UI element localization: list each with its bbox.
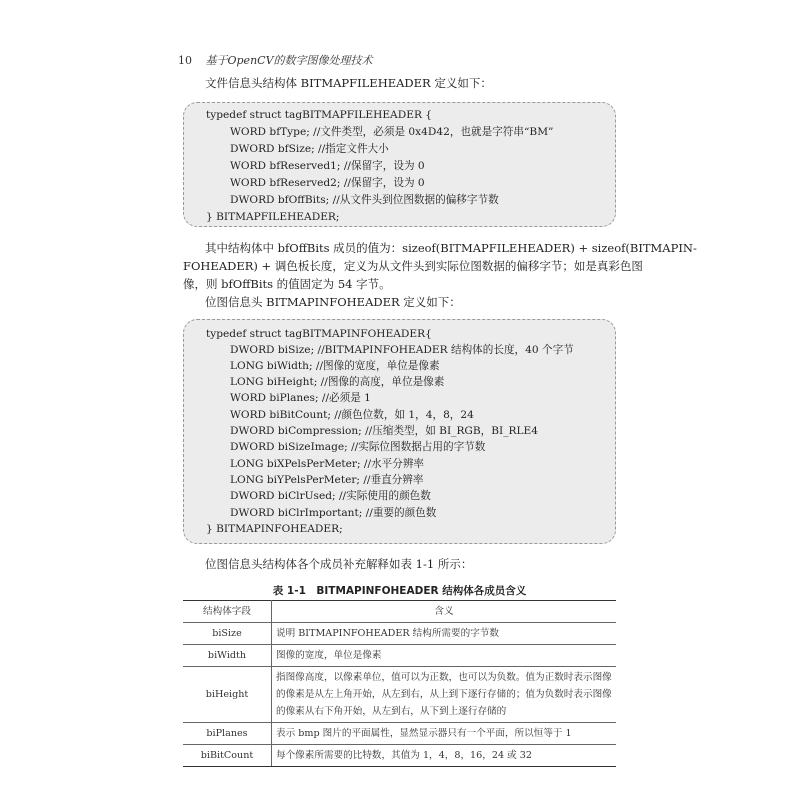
code-line: WORD biBitCount; //颜色位数，如 1，4，8，24	[230, 409, 474, 421]
code-line: } BITMAPFILEHEADER;	[206, 211, 340, 223]
code-line: WORD biPlanes; //必须是 1	[230, 392, 371, 404]
code-line: LONG biXPelsPerMeter; //水平分辨率	[230, 458, 425, 470]
code-line: } BITMAPINFOHEADER;	[206, 523, 343, 535]
code-line: LONG biYPelsPerMeter; //垂直分辨率	[230, 474, 424, 486]
table-caption: 表 1-1 BITMAPINFOHEADER 结构体各成员含义	[272, 585, 527, 597]
meaning-cell: 指图像高度，以像素单位，值可以为正数，也可以为负数。值为正数时表示图像的像素是从左上角开始，从左到右，从上到下逐行存储的；值为负数时表示图像的像素从右下角开始，从左到右，从下到上逐行存储的	[272, 667, 617, 723]
intro-fileheader: 文件信息头结构体 BITMAPFILEHEADER 定义如下：	[205, 76, 492, 90]
table-row	[183, 723, 616, 745]
code-line: LONG biWidth; //图像的宽度，单位是像素	[230, 360, 440, 372]
table-row	[183, 623, 616, 645]
field-cell: biSize	[183, 623, 272, 645]
table-row	[183, 645, 616, 667]
code-line: DWORD biClrImportant; //重要的颜色数	[230, 507, 437, 519]
meaning-cell: 每个像素所需要的比特数，其值为 1，4，8，16，24 或 32	[272, 745, 617, 767]
paragraph-line: 其中结构体中 bfOffBits 成员的值为：sizeof(BITMAPFILEHEADER) + sizeof(BITMAPIN-	[205, 241, 697, 255]
paragraph-line: FOHEADER) + 调色板长度，定义为从文件头到实际位图数据的偏移字节；如是真彩色图	[183, 259, 643, 273]
running-header	[178, 52, 373, 68]
code-line: typedef struct tagBITMAPFILEHEADER {	[206, 109, 433, 121]
intro-infoheader: 位图信息头 BITMAPINFOHEADER 定义如下：	[205, 295, 461, 309]
code-block-infoheader	[183, 319, 616, 544]
code-line: WORD bfReserved2; //保留字，设为 0	[230, 177, 425, 189]
paragraph-line: 像，则 bfOffBits 的值固定为 54 字节。	[183, 277, 391, 291]
table-row	[183, 667, 616, 723]
field-cell: biPlanes	[183, 723, 272, 745]
code-line: DWORD biClrUsed; //实际使用的颜色数	[230, 490, 431, 502]
table-row	[183, 745, 616, 767]
meaning-cell: 表示 bmp 图片的平面属性，显然显示器只有一个平面，所以恒等于 1	[272, 723, 617, 745]
code-line: DWORD biCompression; //压缩类型，如 BI_RGB，BI_RLE4	[230, 425, 539, 437]
column-header-meaning: 含义	[272, 601, 617, 623]
table-header-row	[183, 601, 616, 623]
code-line: DWORD bfSize; //指定文件大小	[230, 143, 389, 155]
field-cell: biWidth	[183, 645, 272, 667]
field-cell: biBitCount	[183, 745, 272, 767]
code-line: LONG biHeight; //图像的高度，单位是像素	[230, 376, 445, 388]
field-cell: biHeight	[183, 667, 272, 723]
meaning-cell: 图像的宽度，单位是像素	[272, 645, 617, 667]
code-line: DWORD biSize; //BITMAPINFOHEADER 结构体的长度，40 个字节	[230, 344, 574, 356]
page-number: 10	[178, 54, 192, 67]
code-line: WORD bfReserved1; //保留字，设为 0	[230, 160, 425, 172]
code-line: DWORD biSizeImage; //实际位图数据占用的字节数	[230, 441, 486, 453]
meaning-cell: 说明 BITMAPINFOHEADER 结构所需要的字节数	[272, 623, 617, 645]
book-title: 基于OpenCV的数字图像处理技术	[205, 54, 373, 67]
code-line: typedef struct tagBITMAPINFOHEADER{	[206, 328, 432, 340]
members-table	[183, 600, 616, 767]
code-line: DWORD bfOffBits; //从文件头到位图数据的偏移字节数	[230, 194, 499, 206]
intro-table: 位图信息头结构体各个成员补充解释如表 1-1 所示：	[205, 557, 473, 571]
code-line: WORD bfType; //文件类型，必须是 0x4D42，也就是字符串“BM”	[230, 126, 554, 138]
column-header-field: 结构体字段	[183, 601, 272, 623]
code-block-fileheader	[183, 102, 616, 227]
